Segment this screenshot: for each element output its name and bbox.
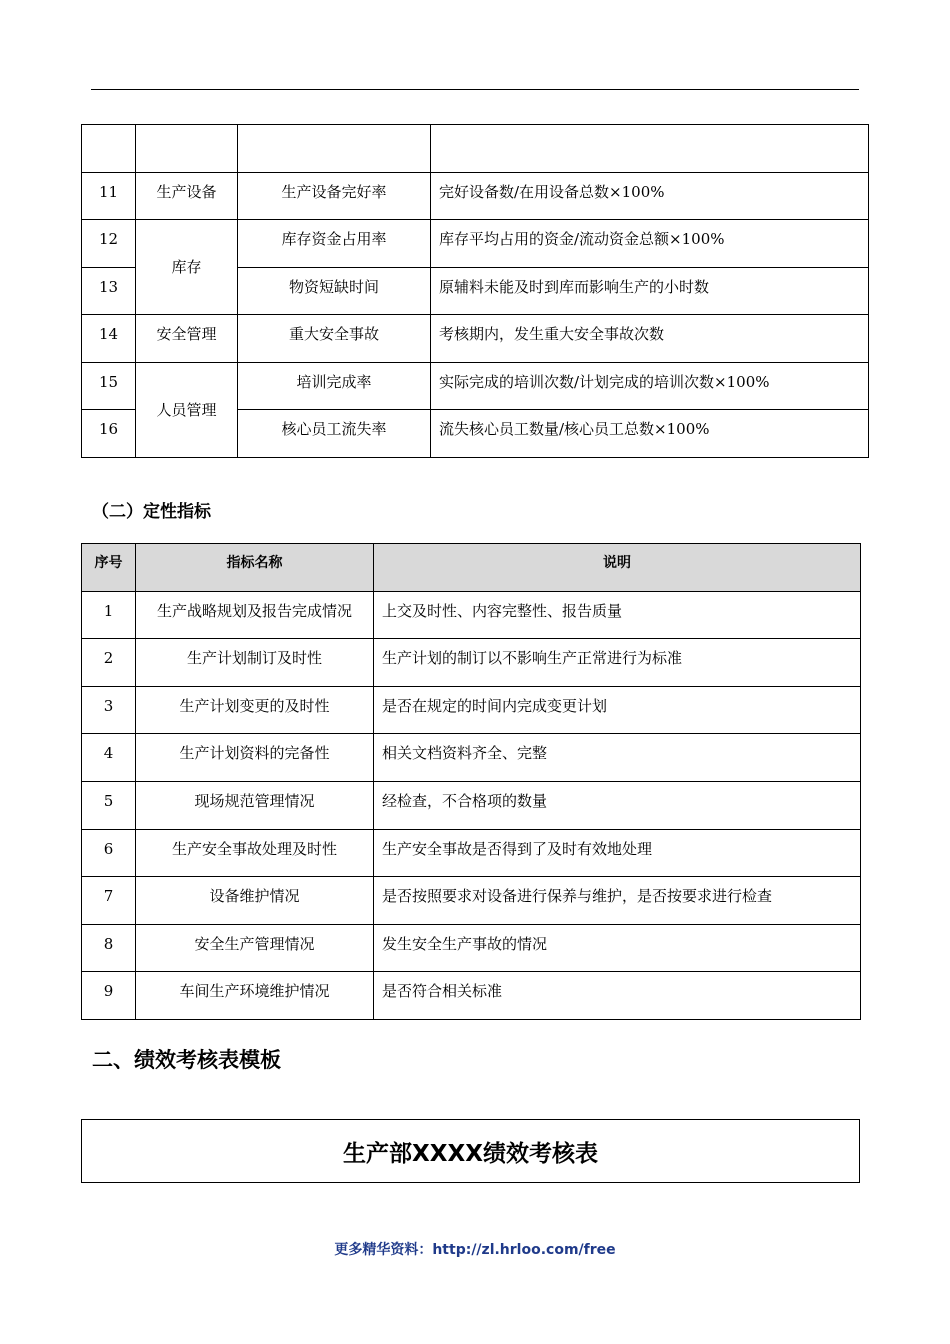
row-number: 12 [82,220,136,268]
row-number [82,125,136,173]
indicator-description: 库存平均占用的资金/流动资金总额×100% [431,220,869,268]
indicator-name: 生产安全事故处理及时性 [136,829,374,877]
footer-link[interactable]: 更多精华资料：http://zl.hrloo.com/free [334,1242,616,1258]
table-row [82,315,869,363]
indicator-category: 人员管理 [136,362,238,457]
indicator-name: 生产计划资料的完备性 [136,734,374,782]
indicator-category: 安全管理 [136,315,238,363]
table-row [82,972,861,1020]
row-number: 16 [82,410,136,458]
row-number: 5 [82,781,136,829]
indicator-name: 安全生产管理情况 [136,924,374,972]
indicator-name: 设备维护情况 [136,877,374,925]
table-row [82,591,861,639]
table-row [82,172,869,220]
indicator-name: 生产计划制订及时性 [136,639,374,687]
indicator-name: 生产设备完好率 [238,172,431,220]
header-indicator-name: 指标名称 [136,544,374,592]
indicator-description: 相关文档资料齐全、完整 [374,734,861,782]
table-row [82,639,861,687]
row-number: 6 [82,829,136,877]
indicator-description: 是否在规定的时间内完成变更计划 [374,686,861,734]
indicator-description: 生产安全事故是否得到了及时有效地处理 [374,829,861,877]
indicator-category [136,125,238,173]
indicator-description: 实际完成的培训次数/计划完成的培训次数×100% [431,362,869,410]
row-number: 13 [82,267,136,315]
indicator-name: 生产战略规划及报告完成情况 [136,591,374,639]
row-number: 2 [82,639,136,687]
table-row [82,362,869,410]
header-number: 序号 [82,544,136,592]
table-row [82,220,869,268]
assessment-table-title: 生产部XXXX绩效考核表 [343,1140,598,1167]
indicator-name: 车间生产环境维护情况 [136,972,374,1020]
indicator-category: 库存 [136,220,238,315]
qualitative-indicator-table [81,543,861,1020]
row-number: 15 [82,362,136,410]
header-description: 说明 [374,544,861,592]
indicator-description [431,125,869,173]
indicator-description: 考核期内，发生重大安全事故次数 [431,315,869,363]
row-number: 3 [82,686,136,734]
indicator-description: 原辅料未能及时到库而影响生产的小时数 [431,267,869,315]
table-row [82,877,861,925]
table-row [82,686,861,734]
indicator-name: 培训完成率 [238,362,431,410]
indicator-name: 物资短缺时间 [238,267,431,315]
indicator-category: 生产设备 [136,172,238,220]
row-number: 11 [82,172,136,220]
table-row [82,781,861,829]
indicator-name: 核心员工流失率 [238,410,431,458]
table-row [82,829,861,877]
row-number: 7 [82,877,136,925]
indicator-description: 完好设备数/在用设备总数×100% [431,172,869,220]
row-number: 4 [82,734,136,782]
table-row [82,924,861,972]
indicator-name: 生产计划变更的及时性 [136,686,374,734]
row-number: 1 [82,591,136,639]
indicator-name: 重大安全事故 [238,315,431,363]
indicator-name: 现场规范管理情况 [136,781,374,829]
indicator-description: 上交及时性、内容完整性、报告质量 [374,591,861,639]
quantitative-indicator-table [81,124,869,458]
indicator-description: 流失核心员工数量/核心员工总数×100% [431,410,869,458]
indicator-name: 库存资金占用率 [238,220,431,268]
indicator-description: 发生安全生产事故的情况 [374,924,861,972]
table-row [82,125,869,173]
indicator-description: 经检查，不合格项的数量 [374,781,861,829]
assessment-table-title-box [81,1119,860,1183]
row-number: 14 [82,315,136,363]
indicator-description: 是否按照要求对设备进行保养与维护，是否按要求进行检查 [374,877,861,925]
indicator-description: 是否符合相关标准 [374,972,861,1020]
table-header-row [82,544,861,592]
indicator-name [238,125,431,173]
table-row [82,734,861,782]
section-heading-qualitative: （二）定性指标 [92,502,211,522]
row-number: 9 [82,972,136,1020]
header-rule [91,89,859,90]
row-number: 8 [82,924,136,972]
section-heading-template: 二、绩效考核表模板 [92,1048,281,1072]
indicator-description: 生产计划的制订以不影响生产正常进行为标准 [374,639,861,687]
